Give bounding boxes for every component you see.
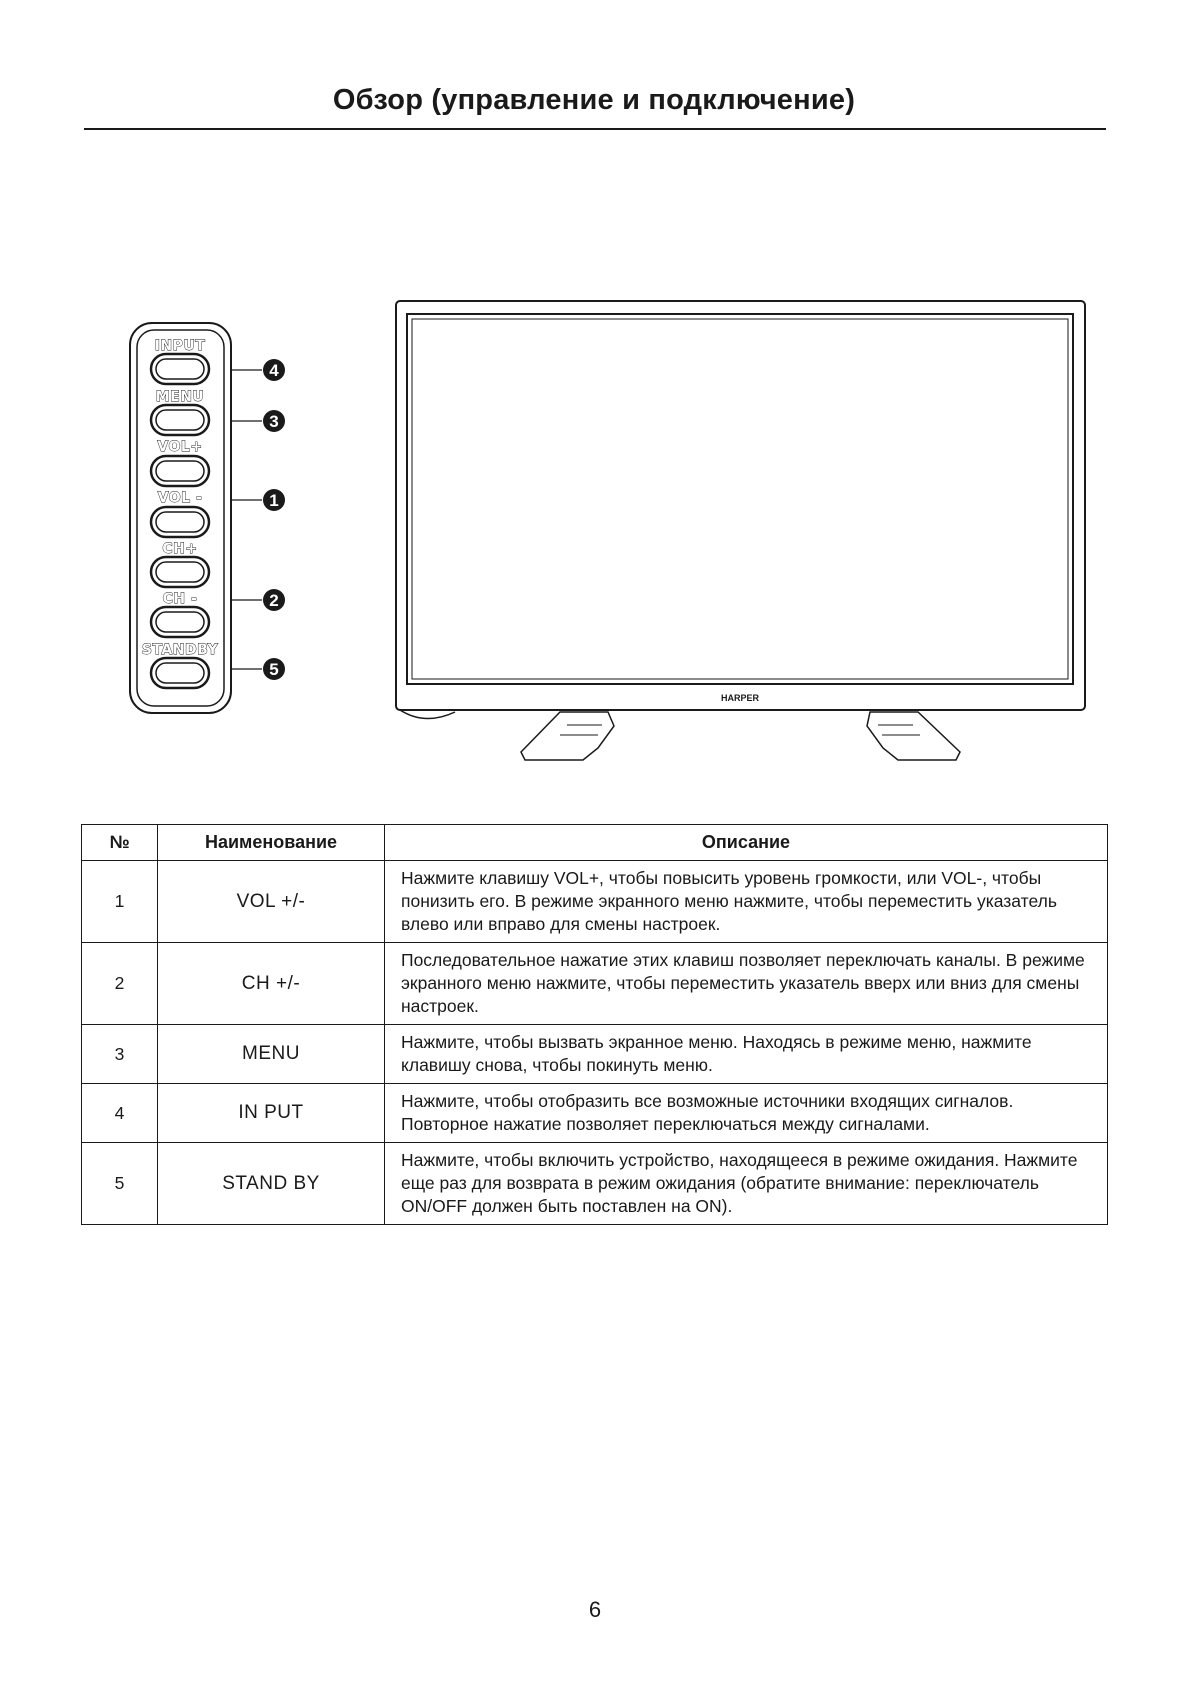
row-name: MENU <box>158 1025 385 1084</box>
table-header-row <box>82 825 1108 861</box>
callout-1 <box>231 489 285 511</box>
row-description: Последовательное нажатие этих клавиш позволяет переключать каналы. В режиме экранного меню нажмите, чтобы переместить указатель вверх или вниз для смены настроек. <box>385 943 1108 1025</box>
row-description: Нажмите, чтобы отобразить все возможные источники входящих сигналов. Повторное нажатие позволяет переключаться между сигналами. <box>385 1084 1108 1143</box>
tv-illustration <box>396 301 1085 760</box>
row-name: CH +/- <box>158 943 385 1025</box>
vol-plus-button-shape <box>151 456 209 486</box>
right-stand <box>867 712 960 760</box>
page-title: Обзор (управление и подключение) <box>332 84 856 116</box>
table-row <box>82 943 1108 1025</box>
control-panel <box>130 323 231 713</box>
row-description: Нажмите, чтобы вызвать экранное меню. Находясь в режиме меню, нажмите клавишу снова, чтобы покинуть меню. <box>385 1025 1108 1084</box>
ch-minus-button-shape <box>151 607 209 637</box>
row-description: Нажмите клавишу VOL+, чтобы повысить уровень громкости, или VOL-, чтобы понизить его. В режиме экранного меню нажмите, чтобы переместить указатель влево или вправо для смены настроек. <box>385 861 1108 943</box>
ch-plus-label: CH+ <box>162 541 198 557</box>
vol-minus-button-shape <box>151 507 209 537</box>
table-row <box>82 1025 1108 1084</box>
row-name: STAND BY <box>158 1143 385 1225</box>
vol-minus-label: VOL - <box>157 490 203 506</box>
callout-3 <box>231 410 285 432</box>
input-label: INPUT <box>154 338 206 354</box>
svg-text:3: 3 <box>269 412 279 431</box>
callout-2 <box>231 589 285 611</box>
table-row <box>82 1084 1108 1143</box>
row-name: VOL +/- <box>158 861 385 943</box>
header-description: Описание <box>385 825 1108 861</box>
row-number: 4 <box>82 1084 158 1143</box>
row-number: 1 <box>82 861 158 943</box>
row-number: 5 <box>82 1143 158 1225</box>
svg-text:4: 4 <box>269 361 279 380</box>
brand-logo: HARPER <box>720 693 760 703</box>
controls-table <box>81 824 1108 1225</box>
table-row <box>82 861 1108 943</box>
standby-label: STANDBY <box>141 642 219 658</box>
input-button-shape <box>151 354 209 384</box>
svg-text:1: 1 <box>269 491 279 510</box>
ch-minus-label: CH - <box>162 591 198 607</box>
menu-label: MENU <box>155 389 205 405</box>
svg-text:2: 2 <box>269 591 279 610</box>
tv-controls-figure <box>0 0 1190 780</box>
callout-5 <box>231 658 285 680</box>
standby-button-shape <box>151 658 209 688</box>
vol-plus-label: VOL+ <box>157 439 203 455</box>
row-number: 3 <box>82 1025 158 1084</box>
header-number: № <box>82 825 158 861</box>
ch-plus-button-shape <box>151 557 209 587</box>
page-number: 6 <box>588 1597 602 1622</box>
header-name: Наименование <box>158 825 385 861</box>
svg-text:5: 5 <box>269 660 279 679</box>
table-row <box>82 1143 1108 1225</box>
row-name: IN PUT <box>158 1084 385 1143</box>
row-number: 2 <box>82 943 158 1025</box>
menu-button-shape <box>151 405 209 435</box>
callout-4 <box>231 359 285 381</box>
left-stand <box>521 712 614 760</box>
row-description: Нажмите, чтобы включить устройство, находящееся в режиме ожидания. Нажмите еще раз для возврата в режим ожидания (обратите внимание: переключатель ON/OFF должен быть поставлен на ON). <box>385 1143 1108 1225</box>
